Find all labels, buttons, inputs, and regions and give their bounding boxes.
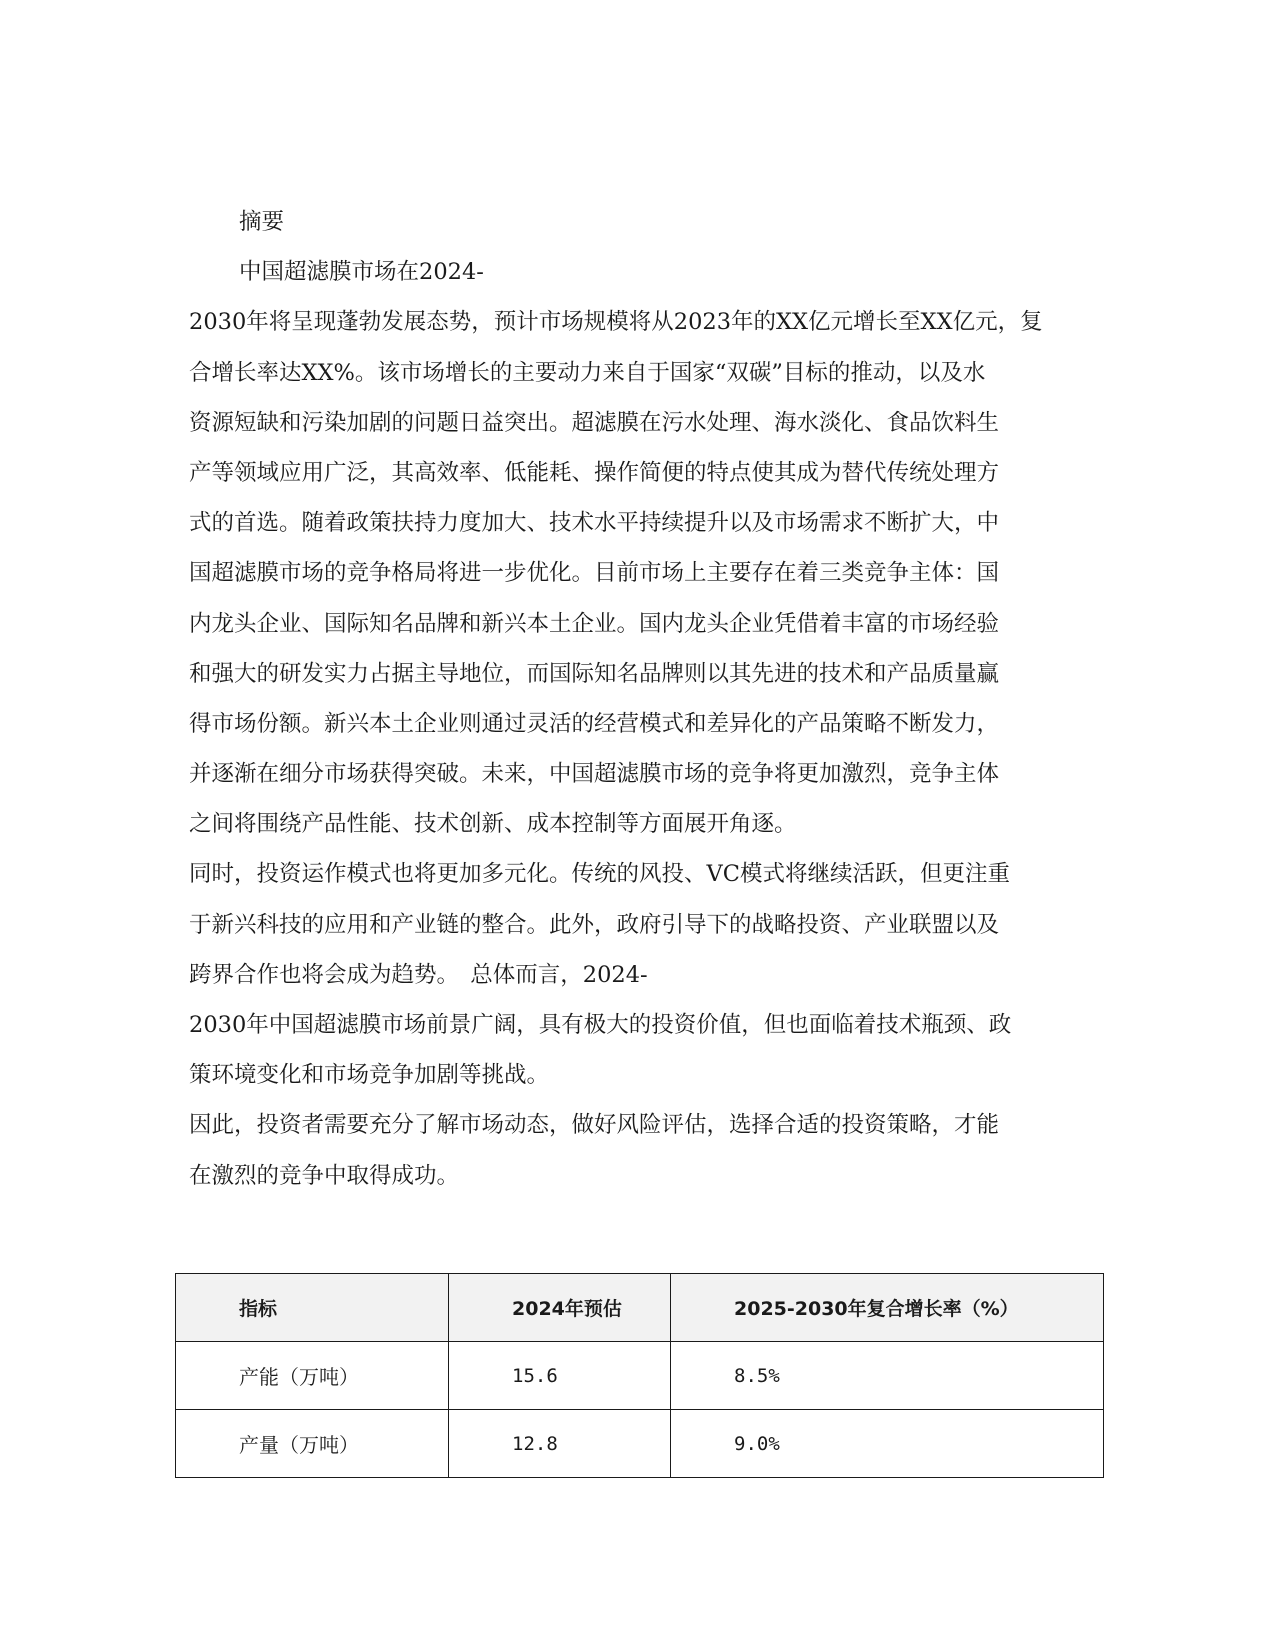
table-header-row	[176, 1274, 1104, 1342]
row-value-cagr: 8.5%	[734, 1364, 780, 1387]
data-table	[175, 1273, 1104, 1478]
row-label: 产量（万吨）	[239, 1433, 359, 1457]
paragraph-line: 之间将围绕产品性能、技术创新、成本控制等方面展开角逐。	[189, 811, 797, 838]
row-value-2024: 15.6	[512, 1364, 558, 1387]
header-2024-estimate: 2024年预估	[512, 1298, 622, 1320]
table-header-cell	[449, 1274, 671, 1342]
table-cell	[671, 1342, 1104, 1410]
paragraph-line: 式的首选。随着政策扶持力度加大、技术水平持续提升以及市场需求不断扩大，中	[189, 510, 1000, 537]
paragraph-line: 和强大的研发实力占据主导地位，而国际知名品牌则以其先进的技术和产品质量赢	[189, 660, 1000, 687]
paragraph-line: 在激烈的竞争中取得成功。	[189, 1162, 460, 1189]
paragraph-line: 2030年将呈现蓬勃发展态势，预计市场规模将从2023年的XX亿元增长至XX亿元，复	[189, 309, 1043, 336]
table-cell	[176, 1410, 449, 1478]
paragraph-line: 因此，投资者需要充分了解市场动态，做好风险评估，选择合适的投资策略，才能	[189, 1112, 1000, 1139]
header-indicator: 指标	[239, 1298, 278, 1320]
paragraph-line: 中国超滤膜市场在2024-	[239, 259, 484, 286]
data-table-container	[175, 1273, 1103, 1478]
table-cell	[449, 1410, 671, 1478]
table-cell	[671, 1410, 1104, 1478]
paragraph-line: 合增长率达XX%。该市场增长的主要动力来自于国家“双碳”目标的推动，以及水	[189, 359, 986, 386]
paragraph-line: 内龙头企业、国际知名品牌和新兴本土企业。国内龙头企业凭借着丰富的市场经验	[189, 610, 1000, 637]
paragraph-line: 资源短缺和污染加剧的问题日益突出。超滤膜在污水处理、海水淡化、食品饮料生	[189, 409, 1000, 436]
paragraph-line: 产等领域应用广泛，其高效率、低能耗、操作简便的特点使其成为替代传统处理方	[189, 459, 1000, 486]
table-row	[176, 1410, 1104, 1478]
paragraph-line: 国超滤膜市场的竞争格局将进一步优化。目前市场上主要存在着三类竞争主体：国	[189, 560, 1000, 587]
paragraph-line: 于新兴科技的应用和产业链的整合。此外，政府引导下的战略投资、产业联盟以及	[189, 911, 1000, 938]
paragraph-line: 2030年中国超滤膜市场前景广阔，具有极大的投资价值，但也面临着技术瓶颈、政	[189, 1012, 1012, 1038]
table-cell	[176, 1342, 449, 1410]
summary-text-block	[189, 197, 1089, 1201]
row-value-cagr: 9.0%	[734, 1432, 780, 1455]
table-cell	[449, 1342, 671, 1410]
table-header-cell	[671, 1274, 1104, 1342]
table-header-cell	[176, 1274, 449, 1342]
row-value-2024: 12.8	[512, 1432, 558, 1455]
paragraph-line: 同时，投资运作模式也将更加多元化。传统的风投、VC模式将继续活跃，但更注重	[189, 861, 1010, 888]
summary-heading: 摘要	[239, 209, 285, 235]
paragraph-line: 得市场份额。新兴本土企业则通过灵活的经营模式和差异化的产品策略不断发力，	[189, 710, 1000, 737]
paragraph-line: 策环境变化和市场竞争加剧等挑战。	[189, 1062, 550, 1089]
header-cagr: 2025-2030年复合增长率（%）	[734, 1298, 1019, 1320]
table-row	[176, 1342, 1104, 1410]
paragraph-line: 跨界合作也将会成为趋势。 总体而言，2024-	[189, 961, 648, 988]
row-label: 产能（万吨）	[239, 1365, 359, 1389]
paragraph-line: 并逐渐在细分市场获得突破。未来，中国超滤膜市场的竞争将更加激烈，竞争主体	[189, 761, 1000, 788]
